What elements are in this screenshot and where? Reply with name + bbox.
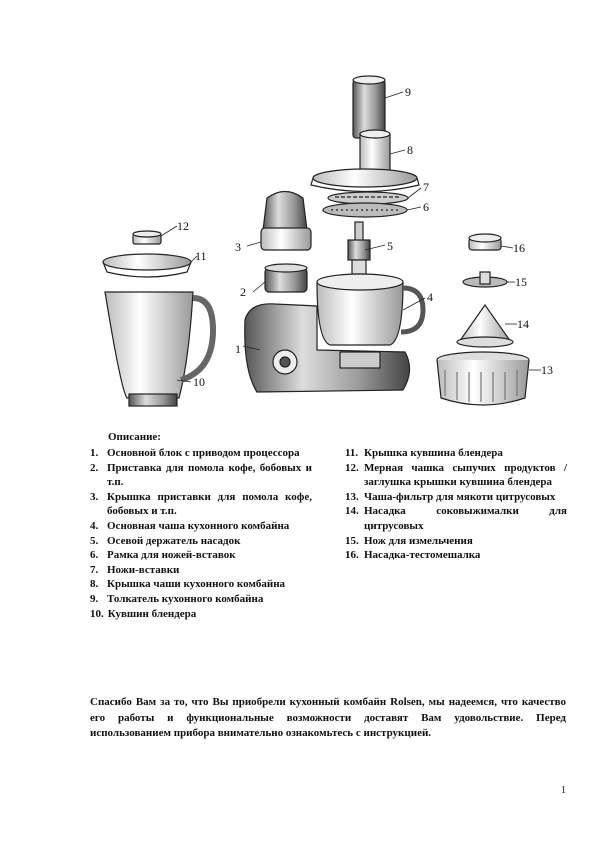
list-item: 7. Ножи-вставки — [90, 563, 180, 576]
list-item: 5. Осевой держатель насадок — [90, 534, 241, 547]
list-item: 14. Насадка соковыжималки для цитрусовых — [345, 505, 567, 532]
thank-you-paragraph: Спасибо Вам за то, что Вы приобрели кухонный комбайн Rolsen, мы надеемся, что качество его работы и функциональные возможности доставят Вам удовольствие. Перед использованием прибора внимательно ознакомьтесь с инструкцией. — [90, 696, 566, 739]
list-item: 16. Насадка-тестомешалка — [345, 549, 481, 562]
callout-6: 6 — [423, 200, 429, 214]
callout-7: 7 — [423, 180, 429, 194]
list-item: 1. Основной блок с приводом процессора — [90, 447, 300, 459]
list-item: 11. Крышка кувшина блендера — [345, 447, 503, 459]
callout-4: 4 — [427, 290, 433, 304]
callout-16: 16 — [513, 241, 525, 255]
blade-inserts-part — [328, 192, 408, 204]
list-item: 15. Нож для измельчения — [345, 534, 473, 547]
callout-3: 3 — [235, 240, 241, 254]
axis-holder-part — [348, 222, 370, 274]
callout-9: 9 — [405, 85, 411, 99]
list-item: 4. Основная чаша кухонного комбайна — [90, 519, 290, 532]
callout-14: 14 — [517, 317, 529, 331]
pusher-part — [353, 76, 385, 138]
list-item: 3. Крышка приставки для помола кофе, бобовых и т.п. — [90, 490, 312, 518]
list-item: 6. Рамка для ножей-вставок — [90, 549, 236, 562]
callout-12: 12 — [177, 219, 189, 233]
grinder-lid-part — [261, 192, 311, 251]
list-item: 13. Чаша-фильтр для мякоти цитрусовых — [345, 490, 556, 503]
callout-2: 2 — [240, 285, 246, 299]
parts-list-right — [345, 446, 567, 563]
callout-1: 1 — [235, 342, 241, 356]
callout-13: 13 — [541, 363, 553, 377]
callout-15: 15 — [515, 275, 527, 289]
callout-8: 8 — [407, 143, 413, 157]
callout-10: 10 — [193, 375, 205, 389]
measuring-cup-part — [133, 231, 161, 244]
parts-list-left — [90, 446, 312, 621]
page-number: 1 — [561, 785, 566, 796]
callout-5: 5 — [387, 239, 393, 253]
appliance-exploded-diagram — [85, 70, 565, 415]
list-item: 2. Приставка для помола кофе, бобовых и т.п. — [90, 461, 312, 489]
description-heading: Описание: — [108, 431, 161, 443]
main-bowl-part — [317, 274, 423, 345]
list-item: 10. Кувшин блендера — [90, 607, 197, 620]
chopping-blade-part — [463, 272, 507, 287]
blade-frame-part — [323, 203, 407, 217]
strainer-bowl-part — [437, 352, 529, 405]
dough-attachment-part — [469, 234, 501, 250]
callout-11: 11 — [195, 249, 207, 263]
list-item: 9. Толкатель кухонного комбайна — [90, 592, 264, 605]
list-item: 8. Крышка чаши кухонного комбайна — [90, 578, 286, 591]
jug-lid-part — [103, 254, 191, 277]
list-item: 12. Мерная чашка сыпучих продуктов / заглушка крышки кувшина блендера — [345, 461, 567, 489]
citrus-reamer-part — [457, 305, 513, 347]
bowl-lid-part — [311, 130, 419, 192]
coffee-grinder-part — [265, 264, 307, 292]
